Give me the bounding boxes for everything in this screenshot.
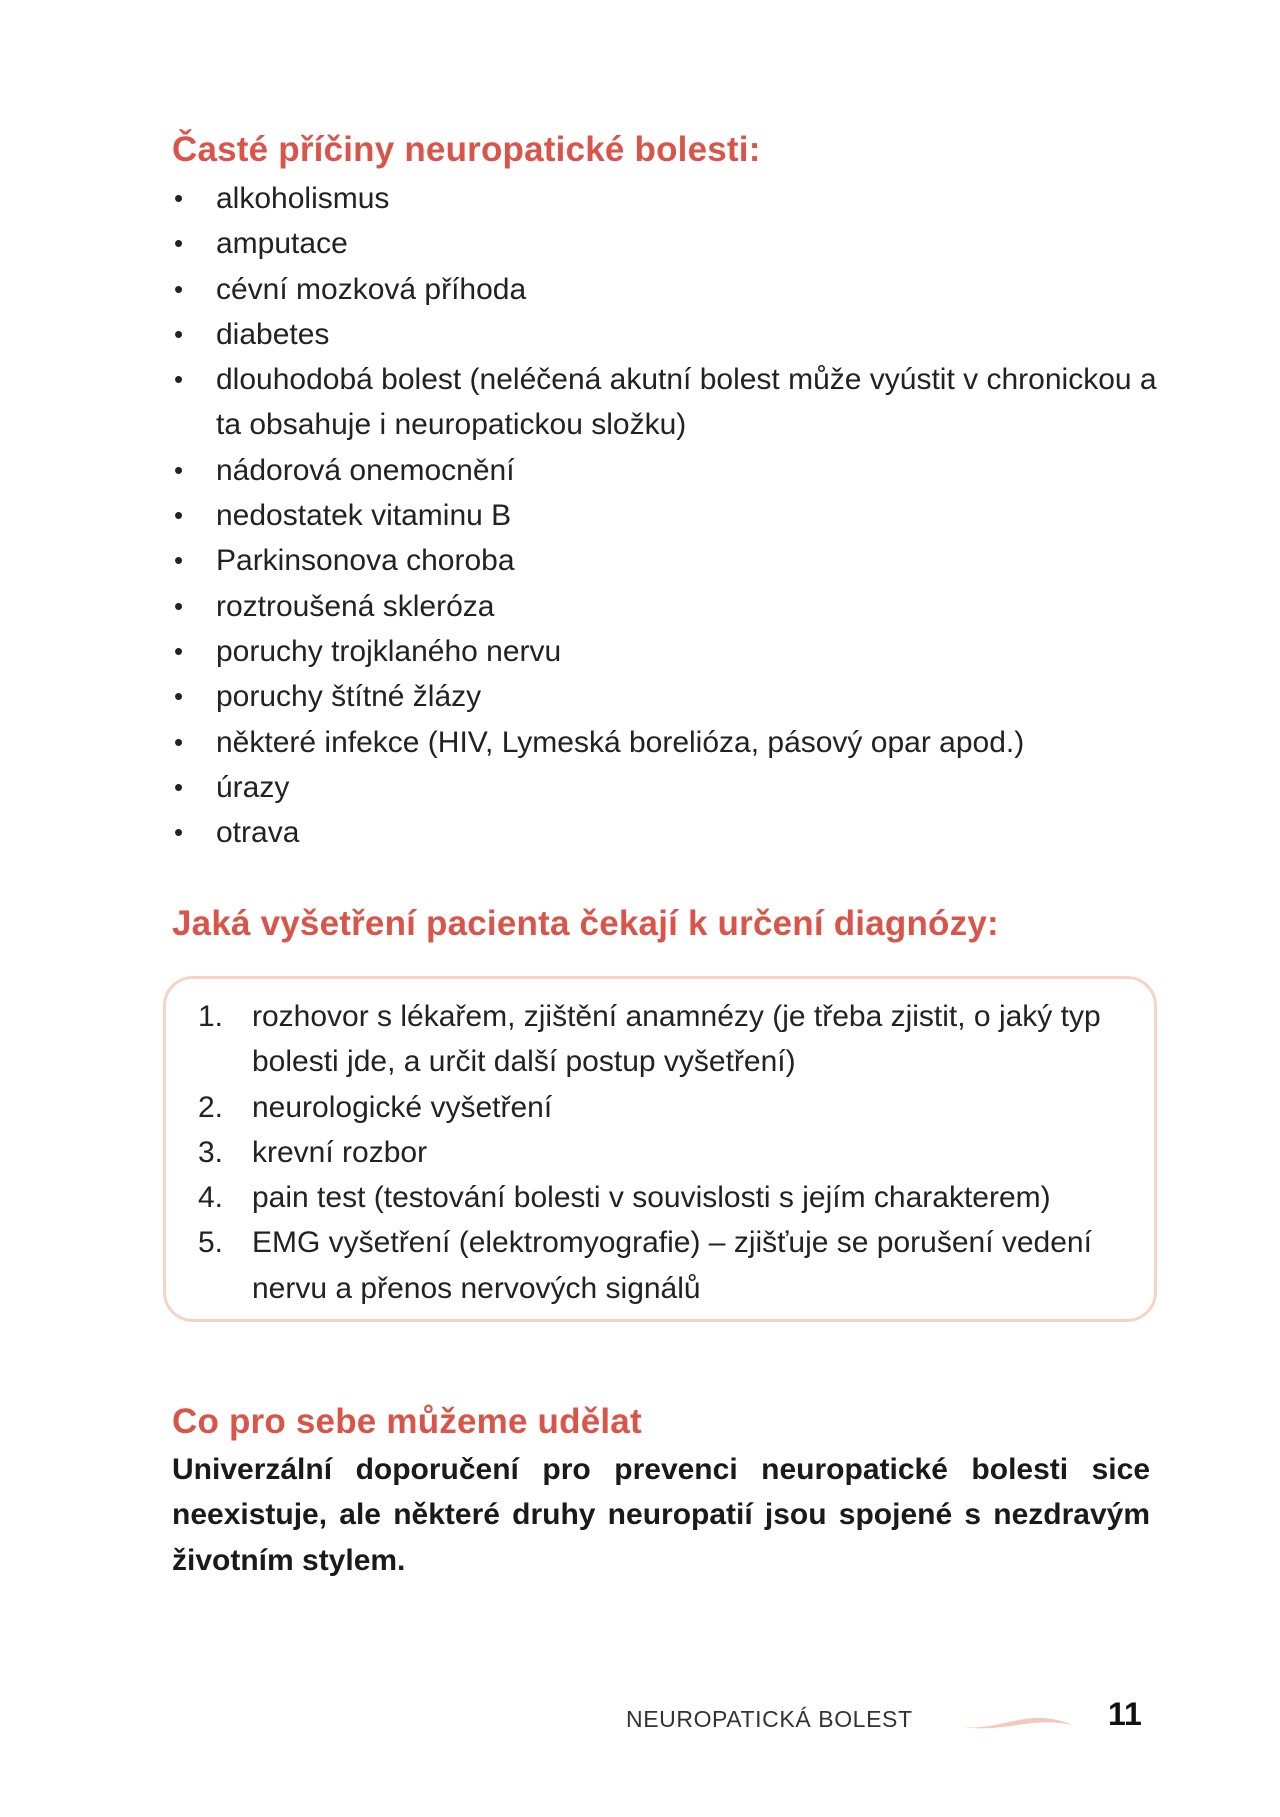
exam-item (198, 1175, 1118, 1220)
cause-item: • nedostatek vitaminu B (172, 493, 1162, 538)
prevention-intro: Univerzální doporučení pro prevenci neuropatické bolesti sice neexistuje, ale některé druhy neuropatií jsou spojené s nezdravým životním stylem. (172, 1453, 1150, 1577)
cause-item: • nádorová onemocnění (172, 448, 1162, 493)
cause-item: • poruchy trojklaného nervu (172, 629, 1162, 674)
causes-list (172, 176, 1162, 855)
cause-item: • alkoholismus (172, 176, 1162, 221)
exam-item (198, 1130, 1118, 1175)
exam-item-text: rozhovor s lékařem, zjištění anamnézy (je třeba zjistit, o jaký typ bolesti jde, a určit další postup vyšetření) (252, 1000, 1101, 1079)
cause-item: • Parkinsonova choroba (172, 538, 1162, 583)
cause-item: • poruchy štítné žlázy (172, 674, 1162, 719)
cause-item: • cévní mozková příhoda (172, 267, 1162, 312)
cause-item: • amputace (172, 221, 1162, 266)
exam-item-text: krevní rozbor (252, 1135, 428, 1169)
exam-item-text: neurologické vyšetření (252, 1090, 553, 1124)
exam-item (198, 994, 1118, 1085)
exam-item (198, 1220, 1118, 1311)
cause-item: • dlouhodobá bolest (neléčená akutní bolest může vyústit v chronickou a ta obsahuje i neuropatickou složku) (172, 357, 1162, 448)
prevention-heading: Co pro sebe můžeme udělat (172, 1402, 642, 1441)
cause-item: • některé infekce (HIV, Lymeská borelióza, pásový opar apod.) (172, 720, 1162, 765)
causes-heading: Časté příčiny neuropatické bolesti: (172, 130, 761, 169)
exam-item-number: 2. (198, 1090, 224, 1124)
exam-item (198, 1085, 1118, 1130)
exams-heading: Jaká vyšetření pacienta čekají k určení diagnózy: (172, 904, 999, 943)
exam-item-text: EMG vyšetření (elektromyografie) – zjišťuje se porušení vedení nervu a přenos nervových signálů (252, 1226, 1092, 1305)
page-number: 11 (1108, 1696, 1142, 1732)
exam-item-number: 3. (198, 1135, 224, 1169)
cause-item: • otrava (172, 810, 1162, 855)
cause-item: • roztroušená skleróza (172, 584, 1162, 629)
cause-item: • diabetes (172, 312, 1162, 357)
exam-item-number: 5. (198, 1226, 224, 1260)
footer-swoosh-icon (958, 1710, 1074, 1734)
exam-item-number: 1. (198, 1000, 224, 1033)
cause-item: • úrazy (172, 765, 1162, 810)
exam-item-number: 4. (198, 1181, 224, 1215)
exams-list (198, 994, 1118, 1311)
footer-running-title: NEUROPATICKÁ BOLEST (626, 1706, 913, 1732)
exam-item-text: pain test (testování bolesti v souvislosti s jejím charakterem) (252, 1181, 1051, 1215)
